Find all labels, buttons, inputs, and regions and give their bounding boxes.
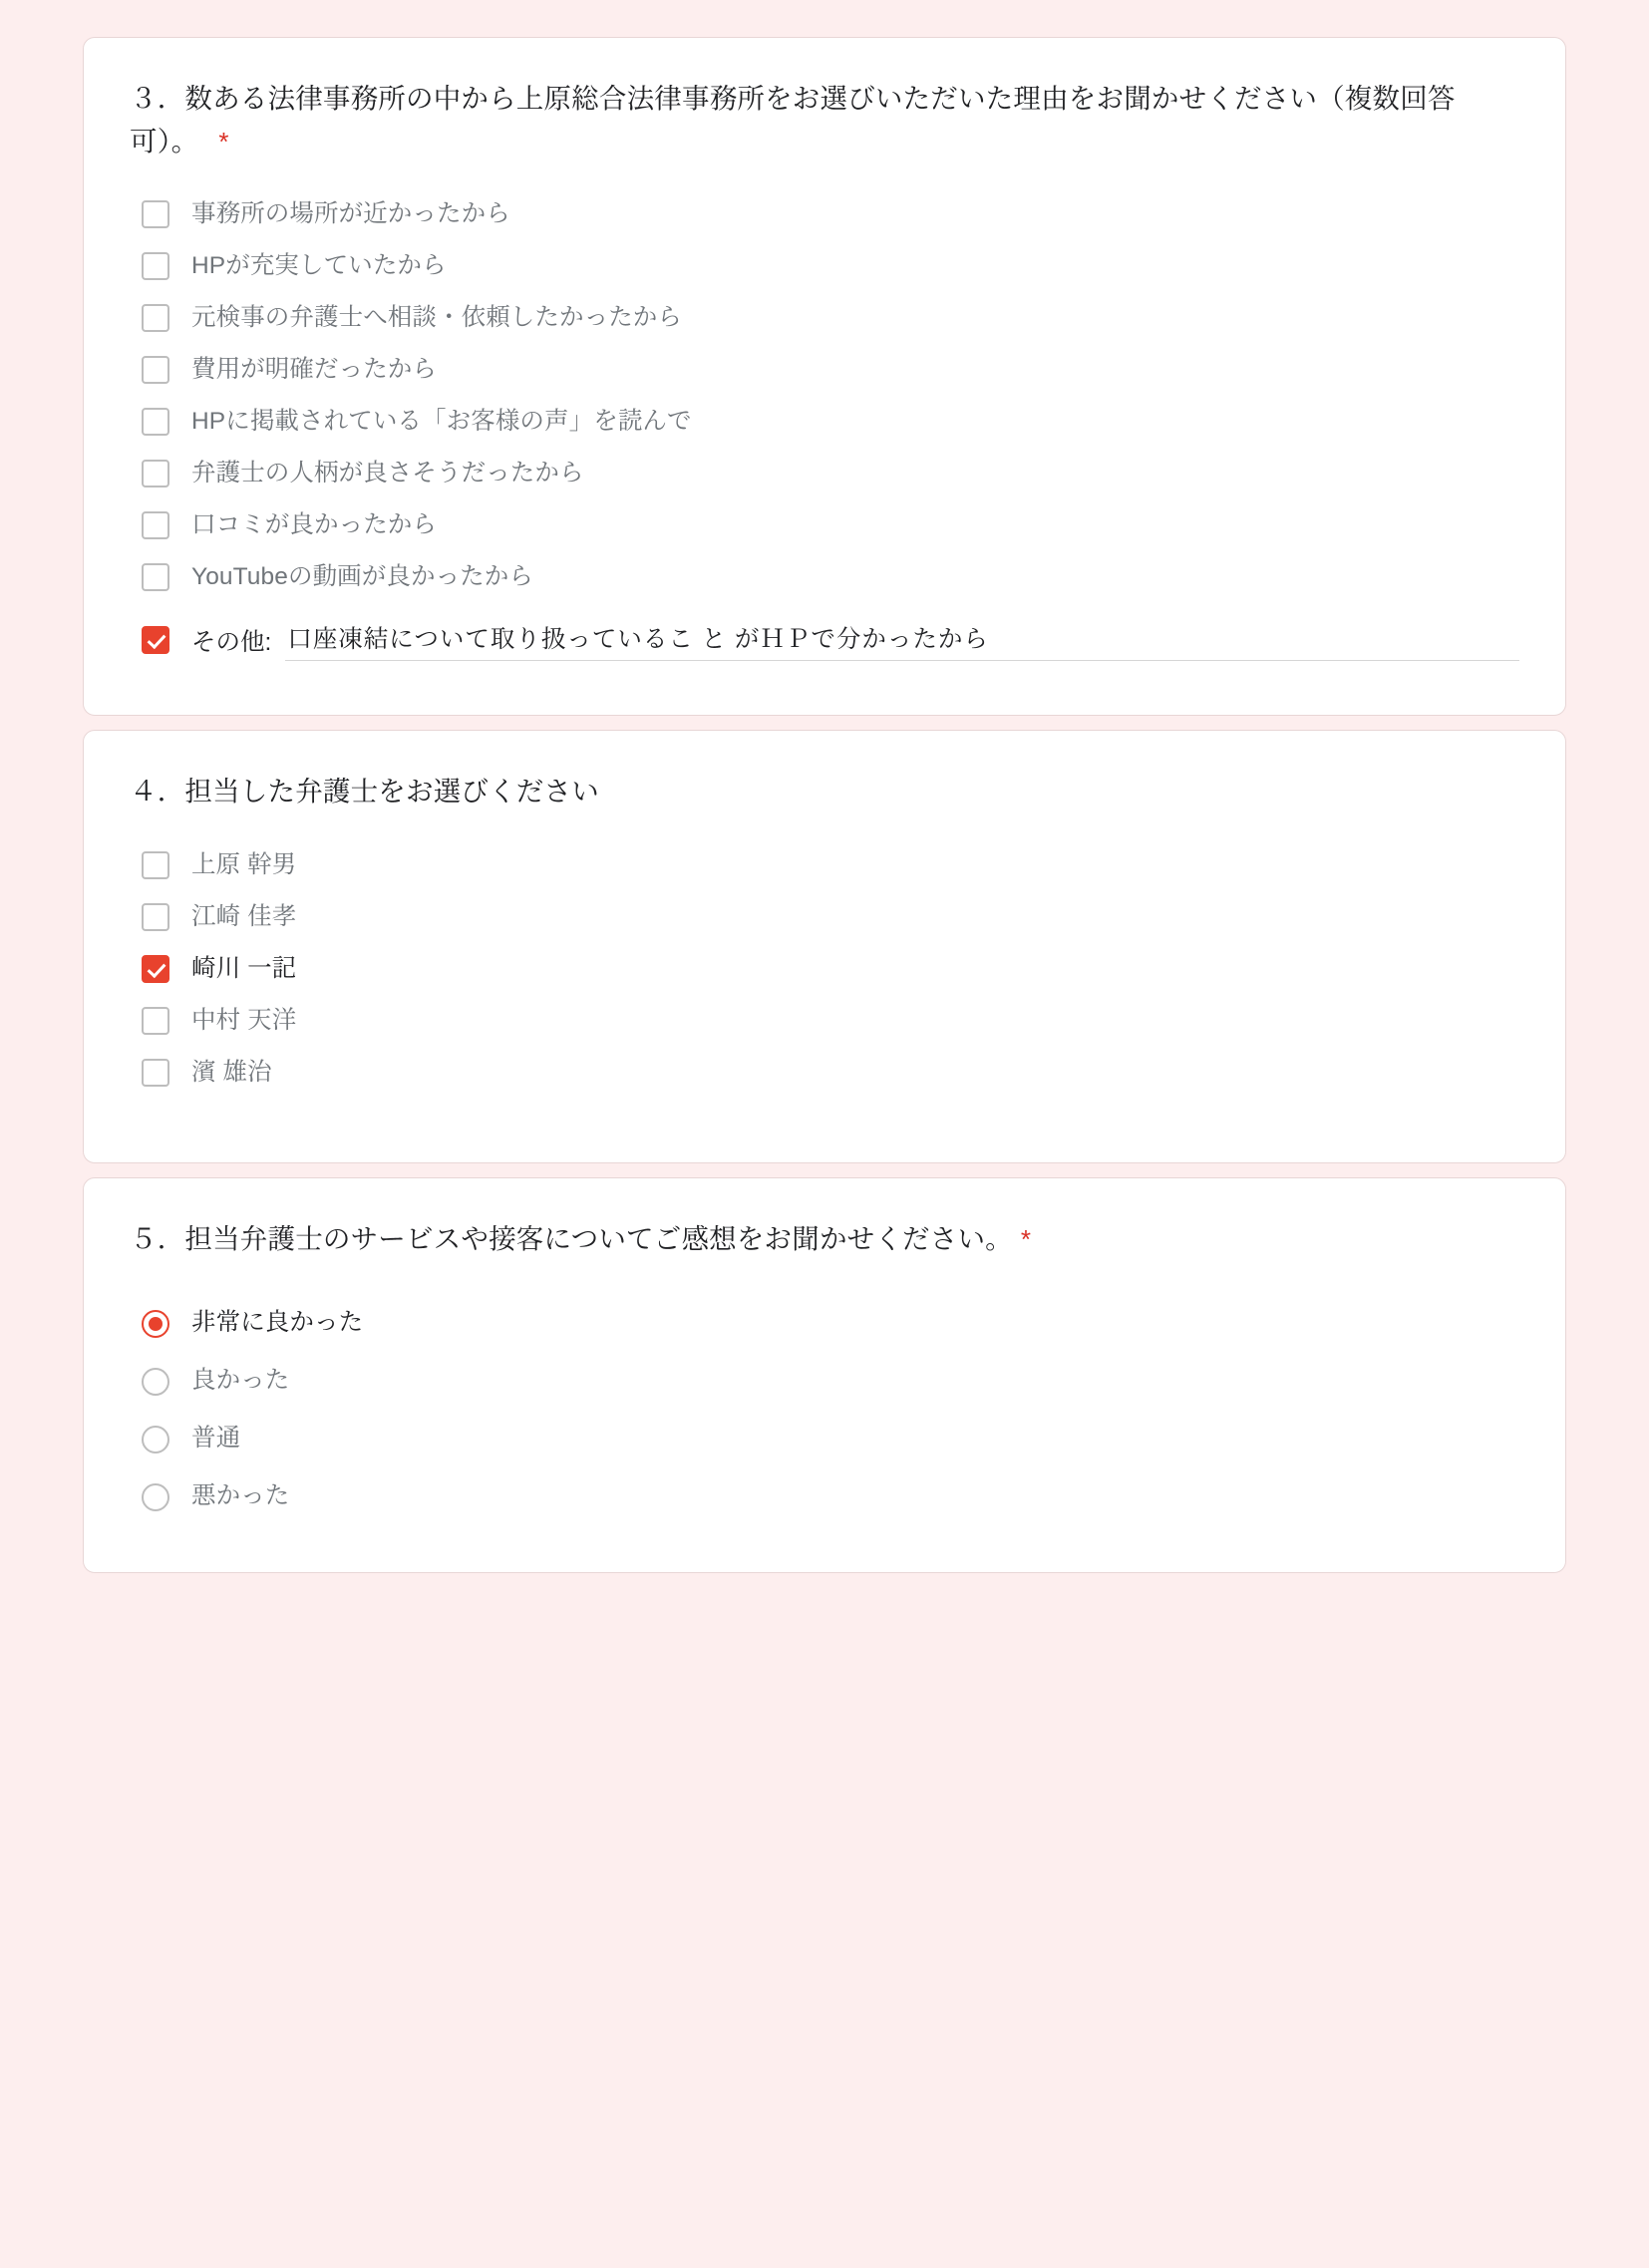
radio-icon-selected[interactable] [142, 1310, 169, 1338]
checkbox-option-label: 口コミが良かったから [191, 510, 437, 538]
checkbox-icon[interactable] [142, 851, 169, 879]
radio-option[interactable] [130, 1468, 1519, 1526]
checkbox-option[interactable] [130, 240, 1519, 292]
checkbox-icon[interactable] [142, 1059, 169, 1087]
checkbox-option[interactable] [130, 344, 1519, 396]
checkbox-option-label: 江崎 佳孝 [191, 902, 297, 930]
checkbox-option-label: 費用が明確だったから [191, 355, 437, 383]
radio-icon[interactable] [142, 1483, 169, 1511]
checkbox-icon[interactable] [142, 252, 169, 280]
radio-option-label: 悪かった [191, 1482, 290, 1510]
checkbox-icon-checked[interactable] [142, 626, 169, 654]
checkbox-option-label: 事務所の場所が近かったから [191, 199, 510, 227]
required-marker-q5: * [1020, 1223, 1032, 1254]
required-marker-q3: * [218, 126, 229, 157]
checkbox-option[interactable] [130, 891, 1519, 943]
radio-option[interactable] [130, 1295, 1519, 1353]
options-list-q3 [130, 188, 1519, 669]
checkbox-icon[interactable] [142, 304, 169, 332]
checkbox-option[interactable] [130, 396, 1519, 448]
other-option-input[interactable] [285, 620, 1519, 661]
question-title-q3 [130, 78, 1519, 162]
question-card-q3 [83, 37, 1566, 716]
question-title-text-q4: ４．担当した弁護士をお選びください [130, 776, 599, 808]
checkbox-icon[interactable] [142, 408, 169, 436]
checkbox-option[interactable] [130, 943, 1519, 995]
checkbox-icon[interactable] [142, 356, 169, 384]
checkbox-icon[interactable] [142, 563, 169, 591]
page-bottom-spacer [0, 1587, 1649, 1627]
options-list-q5 [130, 1295, 1519, 1526]
radio-icon[interactable] [142, 1368, 169, 1396]
form-page [0, 37, 1649, 1627]
question-card-q4 [83, 730, 1566, 1163]
checkbox-icon[interactable] [142, 511, 169, 539]
checkbox-icon[interactable] [142, 200, 169, 228]
checkbox-option-label: 中村 天洋 [191, 1006, 297, 1034]
radio-option-label: 非常に良かった [191, 1309, 364, 1337]
checkbox-option-label: 崎川 一記 [191, 954, 297, 982]
checkbox-option-label: 濱 雄治 [191, 1058, 272, 1086]
radio-option[interactable] [130, 1411, 1519, 1468]
radio-option-label: 普通 [191, 1425, 241, 1453]
checkbox-option-other[interactable] [130, 611, 1519, 669]
radio-icon[interactable] [142, 1426, 169, 1454]
checkbox-option-label: 弁護士の人柄が良さそうだったから [191, 459, 584, 486]
checkbox-option-label: HPに掲載されている「お客様の声」を読んで [191, 407, 692, 435]
checkbox-option-label: YouTubeの動画が良かったから [191, 562, 533, 590]
checkbox-option[interactable] [130, 1047, 1519, 1099]
question-card-q5 [83, 1177, 1566, 1573]
checkbox-icon-checked[interactable] [142, 955, 169, 983]
checkbox-option[interactable] [130, 188, 1519, 240]
question-title-q4 [130, 771, 1519, 813]
checkbox-option[interactable] [130, 499, 1519, 551]
checkbox-option[interactable] [130, 292, 1519, 344]
question-title-text-q5: ５．担当弁護士のサービスや接客についてご感想をお聞かせください。 [130, 1222, 1013, 1254]
checkbox-icon[interactable] [142, 460, 169, 487]
question-title-text-q3: ３．数ある法律事務所の中から上原総合法律事務所をお選びいただいた理由をお聞かせください（複数回答可）。 [130, 83, 1456, 157]
options-list-q4 [130, 839, 1519, 1099]
other-option-label: その他: [191, 628, 272, 656]
checkbox-option[interactable] [130, 448, 1519, 499]
checkbox-icon[interactable] [142, 903, 169, 931]
checkbox-option-label: HPが充実していたから [191, 251, 447, 279]
radio-option-label: 良かった [191, 1367, 290, 1395]
checkbox-option-label: 元検事の弁護士へ相談・依頼したかったから [191, 303, 682, 331]
checkbox-option[interactable] [130, 839, 1519, 891]
question-title-q5 [130, 1218, 1519, 1261]
checkbox-icon[interactable] [142, 1007, 169, 1035]
checkbox-option[interactable] [130, 995, 1519, 1047]
checkbox-option-label: 上原 幹男 [191, 850, 297, 878]
radio-option[interactable] [130, 1353, 1519, 1411]
checkbox-option[interactable] [130, 551, 1519, 603]
